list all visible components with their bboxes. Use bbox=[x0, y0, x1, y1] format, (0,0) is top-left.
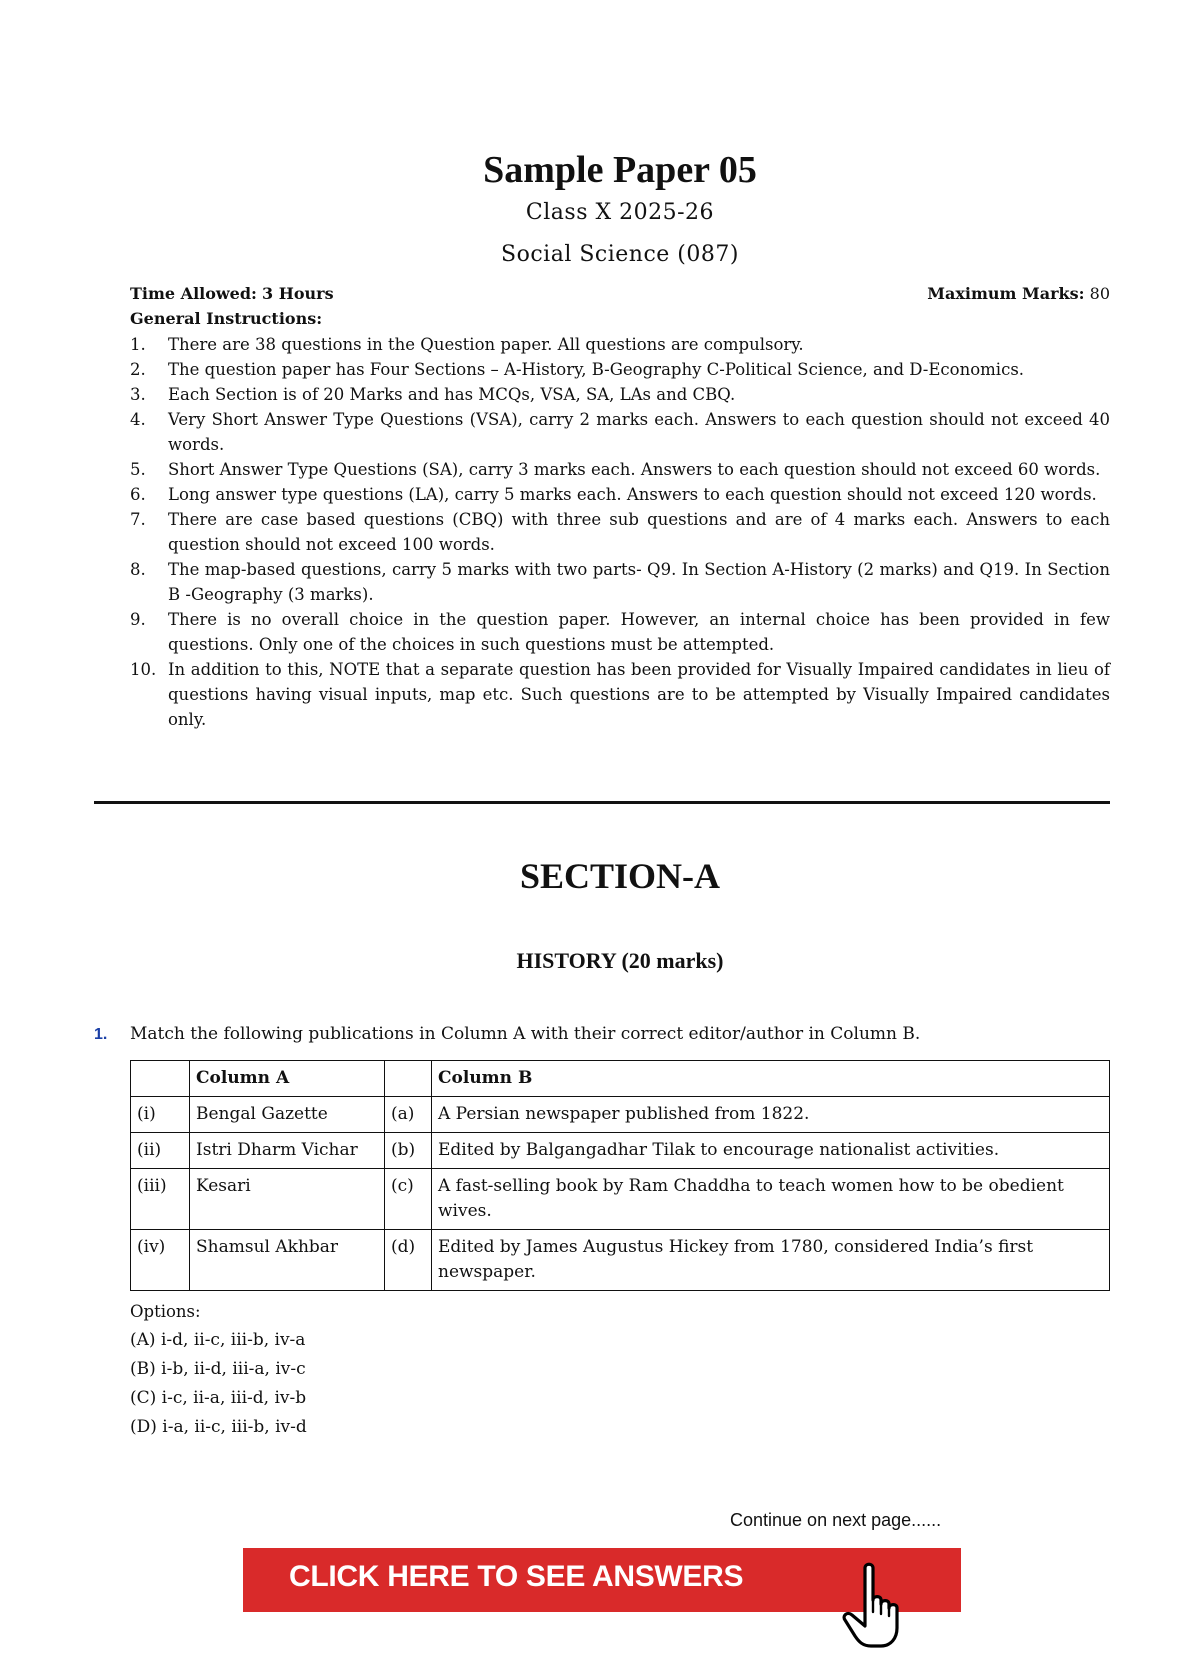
instructions-heading: General Instructions: bbox=[130, 309, 323, 328]
instructions-list bbox=[130, 332, 1110, 732]
option-b: (B) i-b, ii-d, iii-a, iv-c bbox=[130, 1359, 306, 1379]
divider-rule bbox=[94, 801, 1110, 804]
paper-page bbox=[94, 0, 1110, 1650]
paper-title: Sample Paper 05 bbox=[483, 149, 757, 191]
section-subtitle: HISTORY (20 marks) bbox=[516, 948, 724, 973]
instruction-item: 7. There are case based questions (CBQ) with three sub questions and are of 4 marks each. Answers to each question should not exceed 100 words. bbox=[130, 510, 1110, 554]
table-row: (iv) Shamsul Akhbar (d) Edited by James Augustus Hickey from 1780, considered India’s first newspaper. bbox=[131, 1230, 1110, 1291]
instruction-item: 9. There is no overall choice in the question paper. However, an internal choice has been provided in few questions. Only one of the choices in such questions must be attempted. bbox=[130, 610, 1110, 654]
instruction-item: 6. Long answer type questions (LA), carry 5 marks each. Answers to each question should not exceed 120 words. bbox=[130, 485, 1097, 504]
instruction-item: 1. There are 38 questions in the Question paper. All questions are compulsory. bbox=[130, 335, 804, 354]
column-b-header: Column B bbox=[432, 1061, 1110, 1097]
instruction-item: 4. Very Short Answer Type Questions (VSA), carry 2 marks each. Answers to each question should not exceed 40 words. bbox=[130, 410, 1110, 454]
table-header-row bbox=[131, 1061, 1110, 1097]
class-line: Class X 2025-26 bbox=[525, 200, 715, 225]
table-row: (i) Bengal Gazette (a) A Persian newspaper published from 1822. bbox=[131, 1097, 1110, 1133]
options-label: Options: bbox=[130, 1302, 201, 1321]
options-list bbox=[130, 1326, 307, 1442]
question-1 bbox=[94, 1024, 1110, 1044]
option-c: (C) i-c, ii-a, iii-d, iv-b bbox=[130, 1388, 307, 1408]
time-allowed: Time Allowed: 3 Hours bbox=[130, 284, 334, 303]
see-answers-label: CLICK HERE TO SEE ANSWERS bbox=[289, 1560, 744, 1593]
instruction-item: 10. In addition to this, NOTE that a separate question has been provided for Visually Impaired candidates in lieu of questions having visual inputs, map etc. Such questions are to be attempted by Visually Impaired candidates only. bbox=[130, 660, 1110, 729]
match-table bbox=[130, 1060, 1110, 1291]
instruction-item: 5. Short Answer Type Questions (SA), carry 3 marks each. Answers to each question should not exceed 60 words. bbox=[130, 460, 1101, 479]
table-row: (iii) Kesari (c) A fast-selling book by Ram Chaddha to teach women how to be obedient wives. bbox=[131, 1169, 1110, 1230]
maximum-marks: Maximum Marks: 80 bbox=[927, 284, 1110, 303]
pointing-hand-icon bbox=[841, 1562, 913, 1654]
question-number: 1. bbox=[94, 1026, 108, 1043]
continue-note: Continue on next page...... bbox=[730, 1510, 942, 1530]
meta-row bbox=[130, 284, 1110, 303]
instruction-item: 2. The question paper has Four Sections – A-History, B-Geography C-Political Science, and D-Economics. bbox=[130, 360, 1025, 379]
instruction-item: 8. The map-based questions, carry 5 marks with two parts- Q9. In Section A-History (2 marks) and Q19. In Section B -Geography (3 marks). bbox=[130, 560, 1110, 604]
question-text: Match the following publications in Column A with their correct editor/author in Column B. bbox=[130, 1024, 921, 1044]
column-a-header: Column A bbox=[190, 1061, 385, 1097]
table-row: (ii) Istri Dharm Vichar (b) Edited by Balgangadhar Tilak to encourage nationalist activities. bbox=[131, 1133, 1110, 1169]
section-title: SECTION-A bbox=[519, 856, 721, 896]
option-a: (A) i-d, ii-c, iii-b, iv-a bbox=[130, 1330, 306, 1350]
see-answers-button[interactable] bbox=[243, 1548, 961, 1612]
subject-line: Social Science (087) bbox=[501, 242, 739, 267]
instruction-item: 3. Each Section is of 20 Marks and has MCQs, VSA, SA, LAs and CBQ. bbox=[130, 385, 736, 404]
option-d: (D) i-a, ii-c, iii-b, iv-d bbox=[130, 1417, 307, 1437]
